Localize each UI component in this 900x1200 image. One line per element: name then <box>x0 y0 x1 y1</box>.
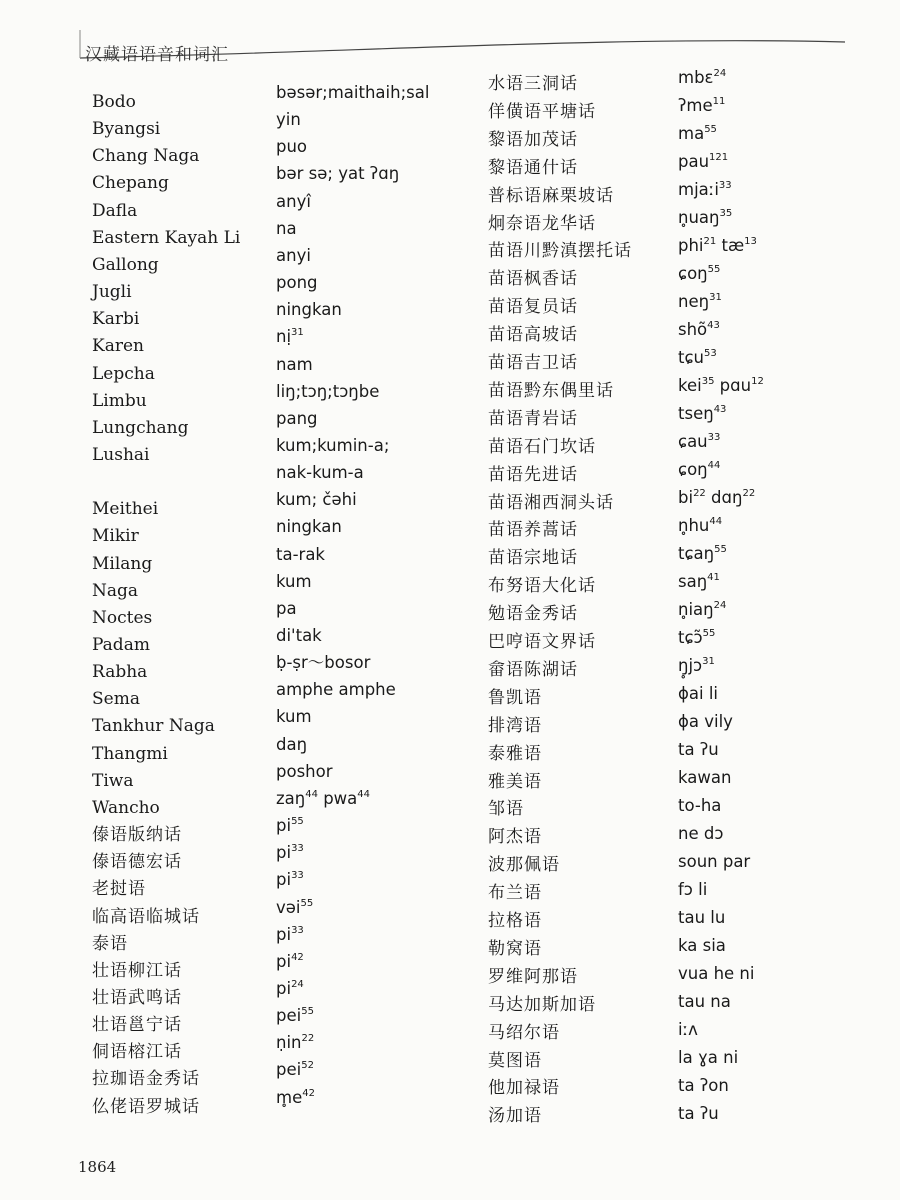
language-name: Limbu <box>92 390 147 411</box>
language-name: 傣语德宏话 <box>92 852 182 873</box>
language-name: Jugli <box>92 282 132 303</box>
word-form: fɔ li <box>678 880 708 899</box>
language-name: 苗语枫香话 <box>488 269 578 290</box>
word-form: n̥iaŋ$^{24}$ <box>678 600 727 619</box>
language-name: 雅美语 <box>488 771 542 792</box>
word-form: nak-kum-a <box>276 463 364 483</box>
language-name: Tiwa <box>92 770 134 791</box>
word-form: phi$^{21}$ $tæ^{13}$ <box>678 236 757 255</box>
language-name: 炯奈语龙华话 <box>488 213 596 234</box>
word-form: pau$^{121}$ <box>678 152 729 171</box>
language-name: 鲁凯语 <box>488 687 542 708</box>
word-form: iːʌ <box>678 1020 698 1039</box>
word-form: kum <box>276 571 312 591</box>
language-name: Chang Naga <box>92 146 200 167</box>
word-form: ningkan <box>276 300 342 320</box>
language-name: 苗语黔东偶里话 <box>488 380 614 401</box>
word-form: pong <box>276 273 318 293</box>
language-name: 苗语宗地话 <box>488 548 578 569</box>
language-name: Sema <box>92 689 140 710</box>
word-form: ŋ̥jɔ$^{31}$ <box>678 656 715 675</box>
running-header: 汉藏语语音和词汇 <box>85 45 229 65</box>
language-name: Karen <box>92 336 144 357</box>
word-form: mjaːi$^{33}$ <box>678 180 732 199</box>
word-form: puo <box>276 137 308 157</box>
language-name: Eastern Kayah Li <box>92 227 241 248</box>
language-name: 布努语大化话 <box>488 576 596 597</box>
word-form: tɕɔ̃$^{55}$ <box>678 628 716 647</box>
word-form: kum; čəhi <box>276 490 357 510</box>
language-name: 拉格语 <box>488 911 542 931</box>
language-name: Gallong <box>92 254 159 275</box>
language-name: 临高语临城话 <box>92 906 200 927</box>
word-form: neŋ$^{31}$ <box>678 292 722 311</box>
word-form: anyi <box>276 245 311 265</box>
language-name: Dafla <box>92 200 138 221</box>
word-form: $pi^{33}$ <box>276 924 304 944</box>
word-form: anyî <box>276 191 311 211</box>
language-name: 水语三洞话 <box>488 74 578 94</box>
word-form: ɕoŋ$^{44}$ <box>678 460 721 479</box>
language-name: 黎语通什话 <box>488 157 578 178</box>
language-name: 布兰语 <box>488 883 542 904</box>
word-form: kum;kumin-a; <box>276 435 390 455</box>
language-name: 壮语武鸣话 <box>92 987 182 1008</box>
word-form: $pi^{33}$ <box>276 870 304 890</box>
word-form: pang <box>276 408 318 428</box>
language-name: Lushai <box>92 444 150 465</box>
word-form: nam <box>276 354 313 374</box>
language-name: 泰雅语 <box>488 743 542 764</box>
word-form: bər sə; yat ʔɑŋ <box>276 164 400 184</box>
word-form: vəi$^{55}$ <box>276 897 314 917</box>
word-form: kum <box>276 707 312 727</box>
language-name: 邹语 <box>488 799 524 820</box>
language-name: 波那佩语 <box>488 855 560 876</box>
word-form: la ɣa ni <box>678 1048 739 1067</box>
language-name: Thangmi <box>92 743 168 764</box>
word-form: ka sia <box>678 936 726 955</box>
language-name: Karbi <box>92 309 140 330</box>
language-name: 泰语 <box>92 933 128 954</box>
word-form: di'tak <box>276 626 322 645</box>
language-name: 拉珈语金秀话 <box>92 1069 200 1090</box>
language-name: 苗语高坡话 <box>488 325 578 346</box>
word-form: ɕau$^{33}$ <box>678 432 721 451</box>
word-form: daŋ <box>276 734 308 754</box>
word-form: zaŋ$^{44}$ pwa$^{44}$ <box>276 788 371 808</box>
language-name: 马绍尔语 <box>488 1022 560 1043</box>
language-name: 苗语吉卫话 <box>488 353 578 373</box>
language-name: Lepcha <box>92 363 155 384</box>
language-name: 苗语湘西洞头话 <box>488 492 614 513</box>
word-form: $pi^{33}$ <box>276 843 304 863</box>
word-form: ɸai li <box>678 684 718 703</box>
word-form: $pi^{24}$ <box>276 978 304 998</box>
word-form: bəsər;maithaih;sal <box>276 83 430 102</box>
word-form: tau lu <box>678 908 726 927</box>
word-form: ta-rak <box>276 544 325 564</box>
word-form: liŋ;tɔŋ;tɔŋbe <box>276 381 380 401</box>
language-name: 勉语金秀话 <box>488 604 578 625</box>
language-name: Padam <box>92 635 150 655</box>
language-name: Mikir <box>92 526 139 547</box>
word-form: ɸa vily <box>678 712 733 731</box>
language-name: 傣语版纳话 <box>92 825 182 846</box>
language-name: 莫图语 <box>488 1050 542 1071</box>
language-name: 苗语复员话 <box>488 297 578 318</box>
language-name: 阿杰语 <box>488 827 542 848</box>
language-name: 汤加语 <box>488 1106 542 1127</box>
word-form: $pi^{42}$ <box>276 951 304 971</box>
language-name: 壮语柳江话 <box>92 960 182 981</box>
language-name: 黎语加茂话 <box>488 129 578 150</box>
language-name: Byangsi <box>92 119 161 140</box>
language-name: 普标语麻栗坡话 <box>488 185 614 206</box>
language-name: 壮语邕宁话 <box>92 1015 182 1036</box>
word-form: $n̥hu^{44}$ <box>678 516 723 535</box>
word-form: pei$^{55}$ <box>276 1006 314 1026</box>
word-form: $pi^{55}$ <box>276 816 304 836</box>
word-form: $ma^{55}$ <box>678 124 717 143</box>
word-form: ta ʔon <box>678 1076 729 1095</box>
language-name: 苗语青岩话 <box>488 408 578 429</box>
language-name: Meithei <box>92 499 159 520</box>
language-name: 苗语川黔滇摆托话 <box>488 241 632 262</box>
word-form: poshor <box>276 761 333 781</box>
word-form: nị$^{31}$ <box>276 327 304 347</box>
language-name: 苗语养蒿话 <box>488 520 578 541</box>
word-form: ta ʔu <box>678 1104 719 1123</box>
language-name: 仫佬语罗城话 <box>92 1096 200 1117</box>
language-name: 他加禄语 <box>488 1078 560 1099</box>
word-form: n̥uaŋ$^{35}$ <box>678 208 733 227</box>
word-form: kei$^{35}$ pɑu$^{12}$ <box>678 376 764 395</box>
language-name: Tankhur Naga <box>92 716 215 737</box>
page-number: 1864 <box>78 1158 117 1176</box>
language-name: Naga <box>92 580 139 601</box>
word-form: $m̥e^{42}$ <box>276 1087 315 1107</box>
language-name: Wancho <box>92 797 160 818</box>
language-name: Chepang <box>92 173 169 194</box>
word-form: ta ʔu <box>678 740 719 759</box>
language-name: Milang <box>92 553 153 574</box>
language-name: 侗语榕江话 <box>92 1042 182 1063</box>
word-form: soun par <box>678 852 751 871</box>
language-name: Bodo <box>92 92 136 112</box>
word-form: ḅ-ṣr～bosor <box>276 653 371 673</box>
language-name: Lungchang <box>92 417 189 438</box>
language-name: 老挝语 <box>92 879 146 900</box>
language-name: Noctes <box>92 607 153 628</box>
word-form: amphe amphe <box>276 680 396 700</box>
language-name: 勒窝语 <box>488 938 542 959</box>
word-form: shõ$^{43}$ <box>678 320 720 339</box>
word-form: ningkan <box>276 517 342 537</box>
language-name: 马达加斯加语 <box>488 994 596 1015</box>
word-form: tseŋ$^{43}$ <box>678 404 727 423</box>
word-form: tau na <box>678 992 731 1011</box>
word-form: pei$^{52}$ <box>276 1060 314 1080</box>
language-name: 畲语陈湖话 <box>488 659 578 680</box>
word-form: tɕaŋ$^{55}$ <box>678 544 727 563</box>
word-form: vua he ni <box>678 964 755 983</box>
language-name: 苗语先进话 <box>488 464 578 485</box>
word-form: kawan <box>678 768 732 787</box>
word-form: yin <box>276 110 301 130</box>
word-form: ne dɔ <box>678 824 724 843</box>
language-name: 巴哼语文界话 <box>488 632 596 652</box>
language-name: 苗语石门坎话 <box>488 436 596 457</box>
word-form: tɕu$^{53}$ <box>678 348 717 367</box>
language-name: 排湾语 <box>488 715 542 736</box>
word-form: $bi^{22}$ dɑŋ$^{22}$ <box>678 488 756 507</box>
word-form: mbɛ$^{24}$ <box>678 68 727 87</box>
word-form: na <box>276 218 297 238</box>
word-form: ṇin$^{22}$ <box>276 1033 315 1053</box>
word-form: ɕoŋ$^{55}$ <box>678 264 721 283</box>
word-form: ʔme$^{11}$ <box>678 96 726 115</box>
word-form: to-ha <box>678 796 722 815</box>
language-name: Rabha <box>92 662 148 683</box>
word-form: pa <box>276 598 297 618</box>
language-name: 佯僙语平塘话 <box>488 101 596 122</box>
language-name: 罗维阿那语 <box>488 966 578 987</box>
word-form: saŋ$^{41}$ <box>678 572 720 591</box>
